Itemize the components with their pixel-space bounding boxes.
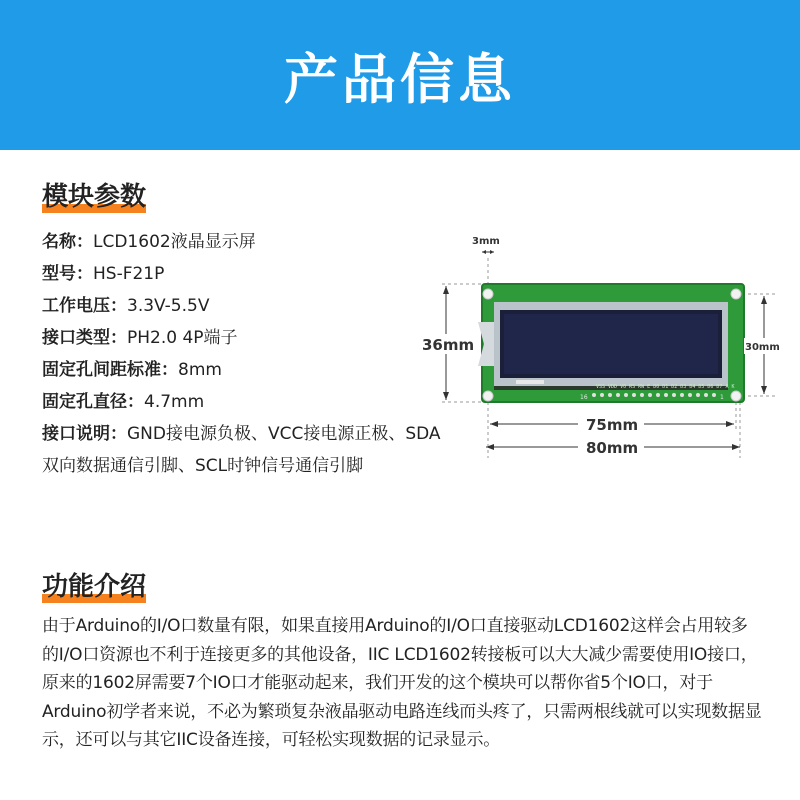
lcd-dimension-drawing (420, 226, 780, 466)
module-params-heading: 模块参数 (42, 182, 147, 212)
function-intro-heading: 功能介绍 (42, 572, 147, 602)
function-intro-text: 由于Arduino的I/O口数量有限，如果直接用Arduino的I/O口直接驱动LCD1602这样会占用较多的I/O口资源也不利于连接更多的其他设备，IIC LCD1602转接板可以大大减少需要使用IO接口，原来的1602屏需要7个IO口才能驱动起来，我们开发的这个模块可以帮你省5个IO口，对于 Arduino初学者来说，不必为繁琐复杂液晶驱动电路连线而头疼了，只需两根线就可以实现数据显示，还可以与其它IIC设备连接，可轻松实现数据的记录显示。 (42, 616, 762, 750)
param-row: 工作电压：3.3V-5.5V (42, 296, 210, 316)
dim-hole-label: 3mm (472, 236, 500, 247)
param-row: 接口类型：PH2.0 4P端子 (42, 328, 238, 348)
dim-height-inner-label: 30mm (745, 342, 780, 353)
dim-width-inner-label: 75mm (586, 416, 639, 434)
lcd-module-diagram (420, 226, 780, 466)
param-row: 名称：LCD1602液晶显示屏 (42, 232, 256, 252)
svg-text:VSS VDD V0 RS RW E D0 D1 D2 D3: VSS VDD V0 RS RW E D0 D1 D2 D3 D4 D5 D6 D7 A K (596, 384, 735, 390)
param-row: 固定孔间距标准：8mm (42, 360, 222, 380)
pin-mark-16: 16 (580, 394, 588, 401)
module-params-list (42, 226, 442, 482)
dim-width-outer-label: 80mm (586, 439, 639, 457)
page-title: 产品信息 (284, 47, 516, 111)
pin-mark-1: 1 (720, 394, 724, 401)
param-row: 型号：HS-F21P (42, 264, 165, 284)
param-row: 接口说明：GND接电源负极、VCC接电源正极、SDA双向数据通信引脚、SCL时钟信号通信引脚 (42, 424, 441, 476)
param-row: 固定孔直径：4.7mm (42, 392, 205, 412)
header-banner (0, 0, 800, 150)
dim-height-outer-label: 36mm (422, 336, 475, 354)
